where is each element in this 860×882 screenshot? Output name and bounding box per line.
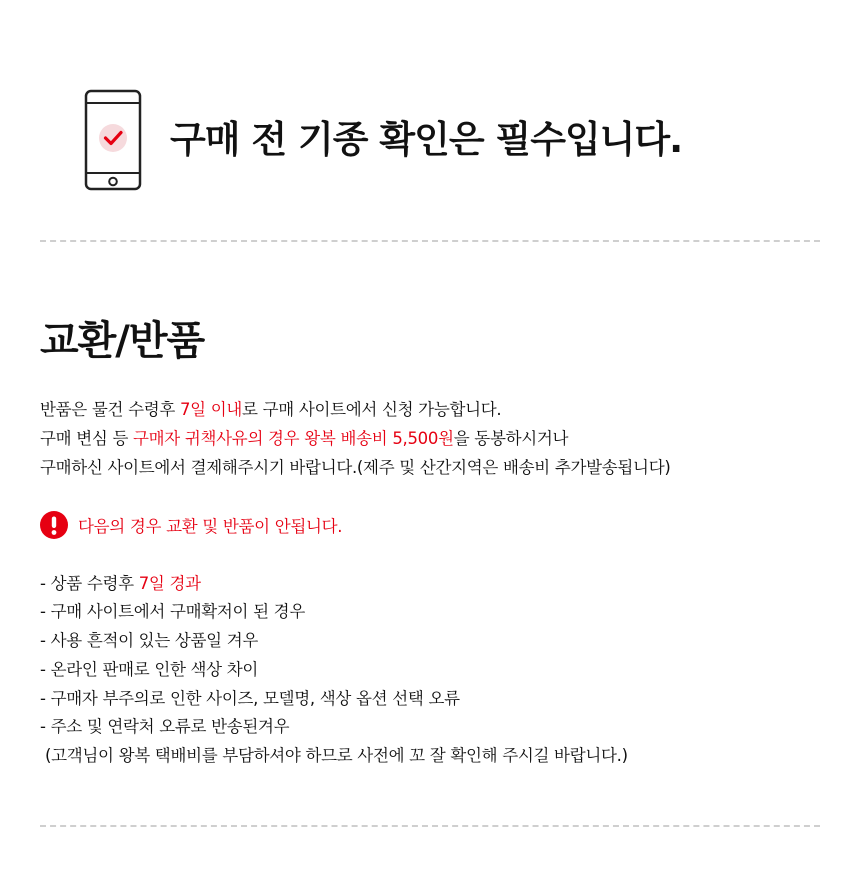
condition-note: (고객님이 왕복 택배비를 부담하셔야 하므로 사전에 꼬 잘 확인해 주시길 바랍니다.)	[40, 746, 628, 765]
section-divider	[40, 825, 820, 827]
intro-line-3: 구매하신 사이트에서 결제해주시기 바랍니다.(제주 및 산간지역은 배송비 추가발송됩니다)	[40, 458, 671, 477]
exclamation-icon	[40, 511, 68, 539]
intro-line-2: 구매 변심 등 구매자 귀책사유의 경우 왕복 배송비 5,500원을 동봉하시거나	[40, 429, 569, 448]
warning-notice	[40, 511, 342, 539]
highlight-text: 구매자 귀책사유의 경우 왕복 배송비 5,500원	[133, 429, 454, 448]
highlight-text: 7일 경과	[138, 574, 201, 593]
condition-item: - 사용 흔적이 있는 상품일 겨우	[40, 631, 259, 650]
condition-item: - 온라인 판매로 인한 색상 차이	[40, 660, 259, 679]
phone-check-icon	[84, 89, 142, 191]
section-title: 교환/반품	[40, 318, 205, 364]
section-divider	[40, 240, 820, 242]
intro-line-1: 반품은 물건 수령후 7일 이내로 구매 사이트에서 신청 가능합니다.	[40, 400, 502, 419]
warning-text: 다음의 경우 교환 및 반품이 안됩니다.	[78, 517, 343, 536]
condition-item: - 상품 수령후 7일 경과	[40, 574, 201, 593]
condition-item: - 구매자 부주의로 인한 사이즈, 모델명, 색상 옵션 선택 오류	[40, 689, 460, 708]
condition-item: - 구매 사이트에서 구매확저이 된 경우	[40, 602, 305, 621]
highlight-text: 7일 이내	[179, 400, 243, 419]
condition-item: - 주소 및 연락처 오류로 반송된겨우	[40, 717, 290, 736]
page-title: 구매 전 기종 확인은 필수입니다.	[170, 118, 683, 161]
